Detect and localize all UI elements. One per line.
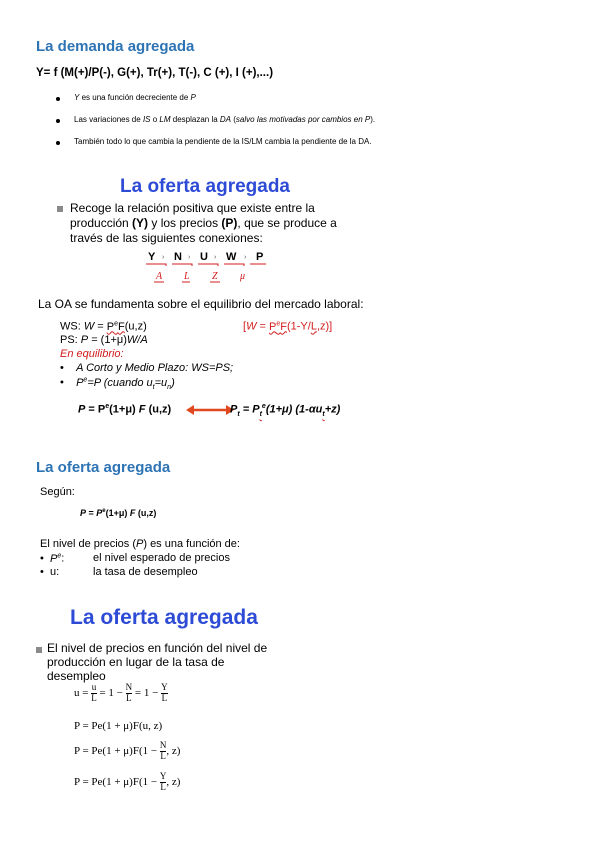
chain-N: N (174, 251, 182, 263)
eq3: P = Pe(1 + μ)F(1 − $\frac{N}{L}$ , z) (74, 740, 181, 761)
svg-text:›: › (244, 254, 247, 261)
bullet-dot (56, 119, 60, 123)
nivel-precios-text: El nivel de precios (P) es una función de: (40, 538, 240, 550)
eq-bullet-2: • $P^e=P$ (cuando $u_t=u_n$) (60, 376, 175, 391)
section3-formula: $P = P^e(1+\mu)$ F (u,z) (80, 508, 157, 518)
list-item: • $P^e$: (40, 552, 65, 565)
demand-bullet-1: Y es una función decreciente de P (74, 93, 196, 102)
chain-sub-A: A (156, 271, 163, 282)
chain-Y: Y (148, 251, 156, 263)
eq-label: En equilibrio: (60, 348, 124, 360)
formula-right: $P_t = P_t^e(1+\mu)$ $(1-\alpha u_t+z)$ (230, 403, 341, 418)
chain-sub-L: L (184, 271, 190, 282)
slide2-bullet-line1: El nivel de precios en función del nivel de (47, 641, 268, 655)
connection-chain (140, 246, 280, 288)
formula-left: $P = P^e(1+\mu)$ F (u,z) (78, 403, 172, 416)
slide1-bullet-line1: Recoge la relación positiva que existe entre la (70, 201, 315, 215)
svg-text:›: › (214, 254, 217, 261)
bullet-dot (56, 141, 60, 145)
eq-bullet-1: • A Corto y Medio Plazo: WS=PS; (60, 362, 234, 374)
slide2-title-oferta: La oferta agregada (70, 606, 258, 629)
section-title-demanda: La demanda agregada (36, 38, 195, 55)
slide1-bullet-line3: través de las siguientes conexiones: (70, 231, 263, 245)
demand-bullet-3: También todo lo que cambia la pendiente de la IS/LM cambia la pendiente de la DA. (74, 137, 372, 146)
demand-bullet-2: Las variaciones de IS o LM desplazan la DA (salvo las motivadas por cambios en P). (74, 115, 376, 124)
double-arrow-icon (186, 404, 234, 416)
list-item-desc: la tasa de desempleo (93, 566, 198, 578)
list-item: • u: (40, 566, 60, 578)
slide1-bullet-line2: producción (Y) y los precios (P), que se produce a (70, 216, 337, 230)
ws-equation-red: $[W = P^eF(1-Y/L,z)]$ (243, 320, 333, 333)
ws-equation: WS: $W = P^eF(u,z)$ (60, 320, 147, 333)
square-bullet-icon (57, 206, 63, 212)
chain-P: P (256, 251, 264, 263)
section-title-oferta: La oferta agregada (36, 459, 171, 476)
chain-sub-Z: Z (212, 271, 218, 282)
list-item-desc: el nivel esperado de precios (93, 552, 230, 564)
chain-W: W (226, 251, 237, 263)
ps-equation: PS: P = (1+μ)W/A (60, 334, 148, 346)
oa-intro: La OA se fundamenta sobre el equilibrio del mercado laboral: (38, 297, 364, 311)
svg-text:›: › (162, 254, 165, 261)
slide2-bullet-line3: desempleo (47, 669, 106, 683)
chain-U: U (200, 251, 208, 263)
segun-label: Según: (40, 486, 75, 498)
square-bullet-icon (36, 647, 42, 653)
bullet-dot (56, 97, 60, 101)
eq2: P = Pe(1 + μ)F(u, z) (74, 720, 163, 732)
demand-formula: Y= f (M(+)/P(-), G(+), Tr(+), T(-), C (+), I (+),...) (36, 67, 274, 79)
slide2-bullet-line2: producción en lugar de la tasa de (47, 655, 225, 669)
eq1: u = $\frac{u}{L}$ = 1 − $\frac{N}{L}$ = 1 − $\frac{Y}{L}$ (74, 682, 168, 703)
slide-title-oferta: La oferta agregada (120, 176, 290, 197)
svg-text:›: › (188, 254, 191, 261)
eq4: P = Pe(1 + μ)F(1 − $\frac{Y}{L}$ , z) (74, 771, 181, 792)
chain-sub-mu: μ (240, 271, 246, 282)
